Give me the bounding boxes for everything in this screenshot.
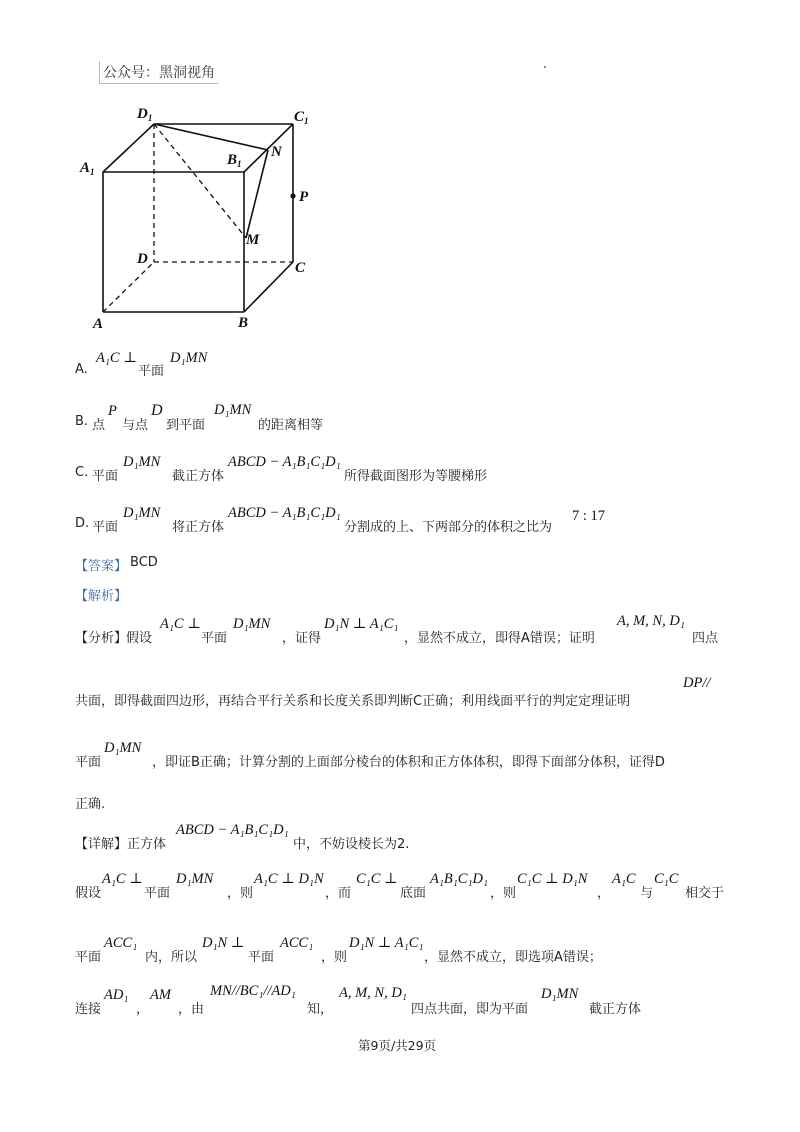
fenxi-text3: ，证得 xyxy=(282,631,322,646)
watermark-text: 公众号：黑洞视角 xyxy=(99,61,218,84)
detail-l4-text1: 连接 xyxy=(75,1002,102,1017)
detail-l2-text9: 相交于 xyxy=(685,886,725,901)
fenxi-math4: A, M, N, D₁ xyxy=(617,613,685,629)
option-b-math1: P xyxy=(108,403,117,419)
fenxi-math6: D₁MN xyxy=(104,740,142,756)
label-c1: $C_1$ xyxy=(294,109,309,126)
option-b-text3: 到平面 xyxy=(166,418,206,433)
fenxi-math1: A₁C ⊥ xyxy=(160,616,201,632)
detail-l4-text4: 知， xyxy=(307,1002,334,1017)
label-d: D xyxy=(137,251,148,267)
answer-value: BCD xyxy=(130,555,158,570)
detail-l3-text3: 平面 xyxy=(248,950,275,965)
detail-l3-text1: 平面 xyxy=(75,950,102,965)
page-footer: 第9页/共29页 xyxy=(358,1038,437,1053)
detail-l3-math1: ACC₁ xyxy=(104,935,138,951)
detail-l2-text2: 平面 xyxy=(144,886,171,901)
hidden-a-d xyxy=(103,262,154,312)
stray-dot xyxy=(544,66,546,68)
option-b-label: B. xyxy=(75,414,89,429)
edge-b1-c1 xyxy=(244,124,293,172)
cube-figure xyxy=(70,95,330,340)
option-b-math2: D xyxy=(151,402,163,419)
detail-l2-text1: 假设 xyxy=(75,886,102,901)
option-c-text1: 平面 xyxy=(92,469,119,484)
label-a: A xyxy=(93,316,104,332)
detail-l2-math1: A₁C ⊥ xyxy=(102,871,143,887)
fenxi-text5: 四点 xyxy=(692,631,719,646)
point-p xyxy=(290,193,295,198)
option-d-text1: 平面 xyxy=(92,520,119,535)
fenxi-math3: D₁N ⊥ A₁C₁ xyxy=(324,616,399,632)
edge-a1-d1 xyxy=(103,124,154,172)
detail-l4-text2: ， xyxy=(136,1002,150,1017)
fenxi-text7: 平面 xyxy=(75,755,102,770)
detail-l2-text5: 底面 xyxy=(400,886,427,901)
detail-l3-math4: D₁N ⊥ A₁C₁ xyxy=(349,935,424,951)
detail-l4-math2: AM xyxy=(150,987,171,1003)
detail-l2-text7: ， xyxy=(597,886,611,901)
detail-l2-math7: A₁C xyxy=(612,871,636,887)
fenxi-text6: 共面，即得截面四边形，再结合平行关系和长度关系即判断C正确；利用线面平行的判定定理证明 xyxy=(75,694,631,709)
detail-l2-text6: ，则 xyxy=(490,886,517,901)
fenxi-text1: 假设 xyxy=(126,631,153,646)
label-d1: $D_1$ xyxy=(137,106,153,123)
option-b-text2: 与点 xyxy=(122,418,149,433)
option-d-math3: 7 : 17 xyxy=(572,508,606,524)
fenxi-text2: 平面 xyxy=(201,631,228,646)
option-b-math3: D₁MN xyxy=(214,402,252,418)
detail-l2-math4: C₁C ⊥ xyxy=(356,871,398,887)
detail-l2-math6: C₁C ⊥ D₁N xyxy=(517,871,588,887)
option-a-label: A. xyxy=(75,362,88,377)
option-c-math1: D₁MN xyxy=(123,454,161,470)
detail-l2-math3: A₁C ⊥ D₁N xyxy=(254,871,324,887)
option-b-text1: 点 xyxy=(92,418,106,433)
detail-l3-text4: ，则 xyxy=(321,950,348,965)
detail-l4-text5: 四点共面，即为平面 xyxy=(411,1002,529,1017)
detail-l4-math1: AD₁ xyxy=(104,987,129,1003)
option-d-text3: 分割成的上、下两部分的体积之比为 xyxy=(344,520,553,535)
detail-l4-math3: MN//BC₁//AD₁ xyxy=(210,983,296,999)
detail-l3-text2: 内，所以 xyxy=(145,950,198,965)
edge-n-m xyxy=(246,150,268,238)
fenxi-math2: D₁MN xyxy=(233,616,271,632)
option-c-label: C. xyxy=(75,465,89,480)
detail-l4-text3: ，由 xyxy=(178,1002,205,1017)
detail-l4-math4: A, M, N, D₁ xyxy=(339,985,407,1001)
detail-l2-math2: D₁MN xyxy=(176,871,214,887)
label-b1: $B_1$ xyxy=(227,152,242,169)
detail-l2-text8: 与 xyxy=(640,886,654,901)
label-n: N xyxy=(271,144,282,160)
edge-b-c xyxy=(244,262,293,312)
fenxi-text8: ，即证B正确；计算分割的上面部分棱台的体积和正方体体积，即得下面部分体积，证得D xyxy=(152,755,665,770)
option-c-text3: 所得截面图形为等腰梯形 xyxy=(344,469,488,484)
answer-tag: 【答案】 xyxy=(75,559,128,574)
detail-l3-math2: D₁N ⊥ xyxy=(202,935,245,951)
option-d-math2: ABCD − A₁B₁C₁D₁ xyxy=(228,505,341,521)
option-a-math1: A₁C ⊥ xyxy=(96,350,137,366)
label-a1: $A_1$ xyxy=(80,160,95,177)
fenxi-text4: ，显然不成立，即得A错误；证明 xyxy=(404,631,595,646)
label-b: B xyxy=(238,315,249,331)
detail-text1: 正方体 xyxy=(127,837,167,852)
option-c-text2: 截正方体 xyxy=(172,469,225,484)
option-b-text4: 的距离相等 xyxy=(258,418,324,433)
fenxi-math5: DP// xyxy=(683,675,711,691)
option-d-text2: 将正方体 xyxy=(172,520,225,535)
label-c: C xyxy=(295,260,306,276)
detail-l2-math5: A₁B₁C₁D₁ xyxy=(430,871,489,887)
detail-tag: 【详解】 xyxy=(75,837,128,852)
detail-math1: ABCD − A₁B₁C₁D₁ xyxy=(176,822,289,838)
detail-l3-math3: ACC₁ xyxy=(280,935,314,951)
option-d-label: D. xyxy=(75,516,90,531)
option-d-math1: D₁MN xyxy=(123,505,161,521)
label-p: P xyxy=(299,189,309,205)
detail-text2: 中，不妨设棱长为2. xyxy=(293,837,410,852)
detail-l2-text4: ，而 xyxy=(325,886,352,901)
detail-l2-math8: C₁C xyxy=(654,871,679,887)
fenxi-text9: 正确. xyxy=(75,797,106,812)
option-a-math2: D₁MN xyxy=(170,350,208,366)
detail-l2-text3: ，则 xyxy=(227,886,254,901)
detail-l4-text6: 截正方体 xyxy=(589,1002,642,1017)
fenxi-tag: 【分析】 xyxy=(75,631,128,646)
analysis-tag: 【解析】 xyxy=(75,589,128,604)
option-c-math2: ABCD − A₁B₁C₁D₁ xyxy=(228,454,341,470)
option-a-text1: 平面 xyxy=(138,364,165,379)
detail-l4-math5: D₁MN xyxy=(541,986,579,1002)
detail-l3-text5: ，显然不成立，即选项A错误； xyxy=(424,950,602,965)
label-m: M xyxy=(246,232,260,248)
